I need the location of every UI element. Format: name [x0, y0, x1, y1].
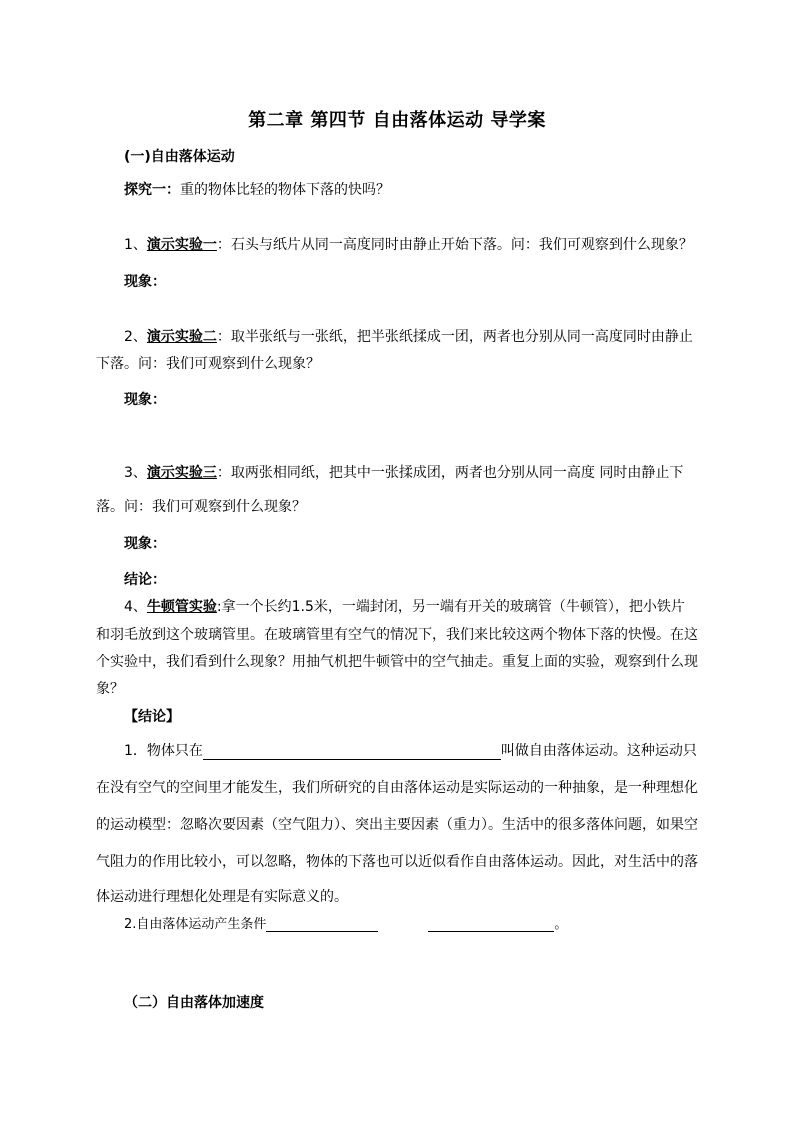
experiment-3-text: ：取两张相同纸，把其中一张揉成团，两者也分别从同一高度 同时由静止下	[216, 465, 684, 481]
inquiry-text: 重的物体比轻的物体下落的快吗？	[180, 182, 390, 198]
experiment-4-line1: :拿一个长约1.5米，一端封闭，另一端有开关的玻璃管（牛顿管），把小铁片	[216, 599, 685, 615]
inquiry-label: 探究一：	[124, 182, 180, 198]
page-title: 第二章 第四节 自由落体运动 导学案	[248, 110, 546, 131]
conclusion-item-1-suffix: 叫做自由落体运动。这种运动只	[500, 743, 697, 759]
conclusion-heading: 【结论】	[124, 709, 180, 725]
conclusion-item-1-line3: 的运动模型：忽略次要因素（空气阻力）、突出主要因素（重力）。生活中的很多落体问题，如果空	[96, 817, 698, 833]
experiment-2-text: ：取半张纸与一张纸，把半张纸揉成一团，两者也分别从同一高度同时由静止	[216, 329, 693, 345]
experiment-4-line3: 个实验中，我们看到什么现象？用抽气机把牛顿管中的空气抽走。重复上面的实验，观察到什么现	[96, 654, 698, 670]
experiment-2-label: 演示实验二	[146, 329, 217, 345]
experiment-3-conclusion: 结论：	[124, 572, 166, 588]
conclusion-item-1-line4: 气阻力的作用比较小，可以忽略，物体的下落也可以近似看作自由落体运动。因此，对生活中的落	[96, 854, 698, 870]
experiment-2	[124, 326, 693, 346]
experiment-3-number: 3、	[124, 465, 147, 481]
conclusion-item-1-line5: 体运动进行理想化处理是有实际意义的。	[96, 889, 348, 905]
experiment-2-number: 2、	[124, 329, 147, 345]
conclusion-item-2-prefix: 2.自由落体运动产生条件	[124, 917, 267, 932]
experiment-1	[124, 234, 693, 254]
experiment-4-label: 牛顿管实验	[146, 599, 217, 615]
experiment-3-phenomenon: 现象：	[124, 536, 166, 552]
conclusion-item-2	[124, 913, 567, 932]
experiment-4-line4: 象？	[96, 681, 124, 697]
fill-in-blank-3[interactable]	[428, 917, 554, 932]
experiment-3	[124, 462, 683, 482]
experiment-4-line2: 和羽毛放到这个玻璃管里。在玻璃管里有空气的情况下，我们来比较这两个物体下落的快慢。在这	[96, 627, 698, 643]
experiment-4-number: 4、	[124, 599, 147, 615]
experiment-3-text-line2: 落。问：我们可观察到什么现象？	[96, 499, 306, 515]
experiment-4	[124, 596, 685, 616]
experiment-1-label: 演示实验一	[146, 237, 217, 253]
experiment-1-text: ：石头与纸片从同一高度同时由静止开始下落。问：我们可观察到什么现象？	[216, 237, 693, 253]
conclusion-item-2-end: 。	[554, 917, 568, 932]
experiment-1-number: 1、	[124, 237, 147, 253]
experiment-3-label: 演示实验三	[146, 465, 217, 481]
conclusion-item-1-line2: 在没有空气的空间里才能发生，我们所研究的自由落体运动是实际运动的一种抽象，是一种理想化	[96, 780, 698, 796]
experiment-2-phenomenon: 现象：	[124, 392, 166, 408]
conclusion-item-1	[124, 740, 697, 760]
section-heading-2: （二）自由落体加速度	[124, 995, 264, 1011]
fill-in-blank-2[interactable]	[266, 917, 378, 932]
conclusion-item-1-prefix: 1．物体只在	[124, 743, 203, 759]
section-heading-1: (一)自由落体运动	[124, 149, 235, 165]
inquiry-question	[124, 179, 390, 199]
experiment-2-text-line2: 下落。问：我们可观察到什么现象？	[96, 356, 320, 372]
experiment-1-phenomenon: 现象：	[124, 274, 166, 290]
fill-in-blank-1[interactable]	[203, 745, 501, 760]
